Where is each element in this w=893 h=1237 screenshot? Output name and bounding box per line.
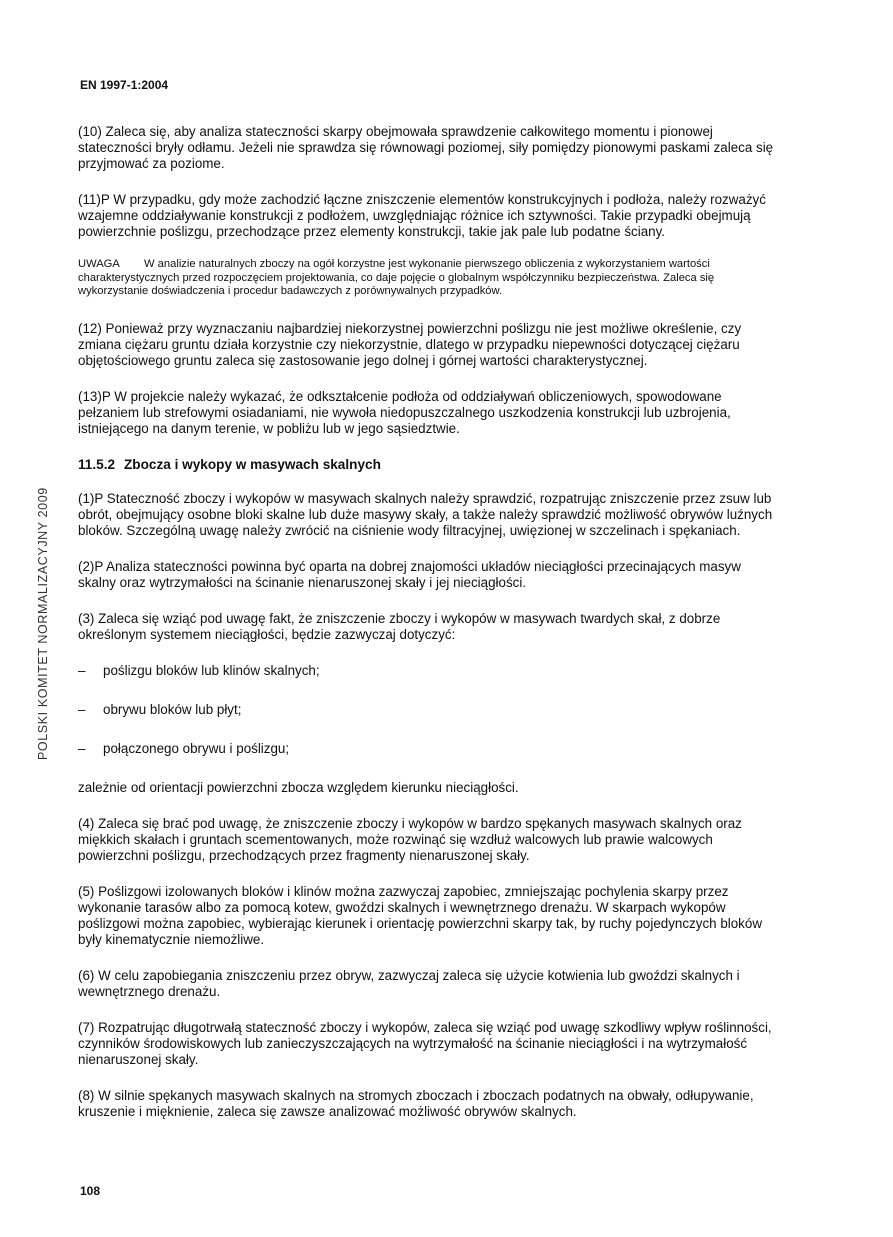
note — [78, 258, 778, 299]
page-number: 108 — [80, 1184, 101, 1198]
paragraph: (3) Zaleca się wziąć pod uwagę fakt, że zniszczenie zboczy i wykopów w masywach twardych skał, z dobrze określonym systemem nieciągłości, będzie zazwyczaj dotyczyć: — [78, 610, 721, 642]
paragraph: (1)P Stateczność zboczy i wykopów w masywach skalnych należy sprawdzić, rozpatrując zniszczenie przez zsuw lub obrót, obejmujący osobne bloki skalne lub duże masywy skały, a także należy sprawdzić możliwość obrywów luźnych bloków. Szczególną uwagę należy zwrócić na ciśnienie wody filtracyjnej, uwięzionej w szczelinach i spękaniach. — [78, 490, 773, 538]
paragraph: (10) Zaleca się, aby analiza stateczności skarpy obejmowała sprawdzenie całkowitego momentu i pionowej stateczności bryły odłamu. Jeżeli nie sprawdza się równowagi poziomej, siły pomiędzy pionowymi paskami zaleca się przyjmować za poziome. — [78, 124, 774, 171]
paragraph: (13)P W projekcie należy wykazać, że odkształcenie podłoża od oddziaływań obliczeniowych, spowodowane pełzaniem lub strefowymi osiadaniami, nie wywoła niedopuszczalnego uszkodzenia konstrukcji lub uzbrojenia, istniejącego na danym terenie, w pobliżu lub w jego sąsiedztwie. — [78, 388, 731, 436]
paragraph: (11)P W przypadku, gdy może zachodzić łączne zniszczenie elementów konstrukcyjnych i podłoża, należy rozważyć wzajemne oddziaływanie konstrukcji z podłożem, uwzględniając różnice ich sztywności. Takie przypadki obejmują powierzchnie poślizgu, przechodzące przez elementy konstrukcji, takie jak pale lub podatne ściany. — [78, 192, 766, 239]
list-item — [78, 663, 778, 679]
section-title: Zbocza i wykopy w masywach skalnych — [124, 456, 381, 472]
section-heading — [78, 457, 778, 473]
page-content — [78, 124, 778, 1140]
side-watermark: POLSKI KOMITET NORMALIZACYJNY 2009 — [36, 487, 50, 760]
note-text: W analizie naturalnych zboczy na ogół korzystne jest wykonanie pierwszego obliczenia z wykorzystaniem wartości charakterystycznych przed rozpoczęciem projektowania, co daje pojęcie o globalnym współczynniku bezpieczeństwa. Zaleca się wykorzystanie doświadczenia i procedur badawczych z porównywalnych przypadków. — [78, 258, 715, 297]
list-item-text: obrywu bloków lub płyt; — [103, 701, 242, 717]
list-item — [78, 741, 778, 757]
paragraph: (2)P Analiza stateczności powinna być oparta na dobrej znajomości układów nieciągłości przecinających masyw skalny oraz wytrzymałości na ścinanie nienaruszonej skały i jej nieciągłości. — [78, 558, 741, 590]
paragraph: (5) Poślizgowi izolowanych bloków i klinów można zazwyczaj zapobiec, zmniejszając pochylenia skarpy przez wykonanie tarasów albo za pomocą kotew, gwoździ skalnych i wewnętrznego drenażu. W skarpach wykopów poślizgowi można zapobiec, wybierając kierunek i orientację powierzchni skarpy tak, by ruchy pojedynczych bloków były kinematycznie niemożliwe. — [78, 883, 762, 947]
paragraph: (8) W silnie spękanych masywach skalnych na stromych zboczach i zboczach podatnych na obwały, odłupywanie, kruszenie i mięknienie, zaleca się zawsze analizować możliwość obrywów skalnych. — [78, 1087, 754, 1119]
list-dash: – — [78, 662, 86, 678]
paragraph: (4) Zaleca się brać pod uwagę, że zniszczenie zboczy i wykopów w bardzo spękanych masywach skalnych oraz miękkich skałach i gruntach scementowanych, może rozwinąć się wzdłuż walcowych lub prawie walcowych powierzchni poślizgu, przechodzących przez fragmenty nienaruszonej skały. — [78, 815, 742, 863]
paragraph: (6) W celu zapobiegania zniszczeniu przez obryw, zazwyczaj zaleca się użycie kotwienia lub gwoździ skalnych i wewnętrznego drenażu. — [78, 967, 740, 999]
document-code-header: EN 1997-1:2004 — [80, 78, 169, 92]
paragraph: (12) Ponieważ przy wyznaczaniu najbardziej niekorzystnej powierzchni poślizgu nie jest możliwe określenie, czy zmiana ciężaru gruntu działa korzystnie czy niekorzystnie, dlatego w przypadku niepewności dotyczącej ciężaru objętościowego gruntu zaleca się zastosowanie jego dolnej i górnej wartości charakterystycznej. — [78, 320, 742, 368]
list-dash: – — [78, 701, 86, 717]
section-number: 11.5.2 — [78, 456, 116, 472]
paragraph: zależnie od orientacji powierzchni zbocza względem kierunku nieciągłości. — [78, 779, 519, 795]
list-item-text: połączonego obrywu i poślizgu; — [103, 740, 290, 756]
list-item — [78, 702, 778, 718]
note-label: UWAGA — [78, 258, 120, 270]
paragraph: (7) Rozpatrując długotrwałą stateczność zboczy i wykopów, zaleca się wziąć pod uwagę szkodliwy wpływ roślinności, czynników środowiskowych lub zanieczyszczających na wytrzymałość na ścinanie nieciągłości i na wytrzymałość nienaruszonej skały. — [78, 1019, 772, 1067]
list-dash: – — [78, 740, 86, 756]
list-item-text: poślizgu bloków lub klinów skalnych; — [103, 662, 320, 678]
